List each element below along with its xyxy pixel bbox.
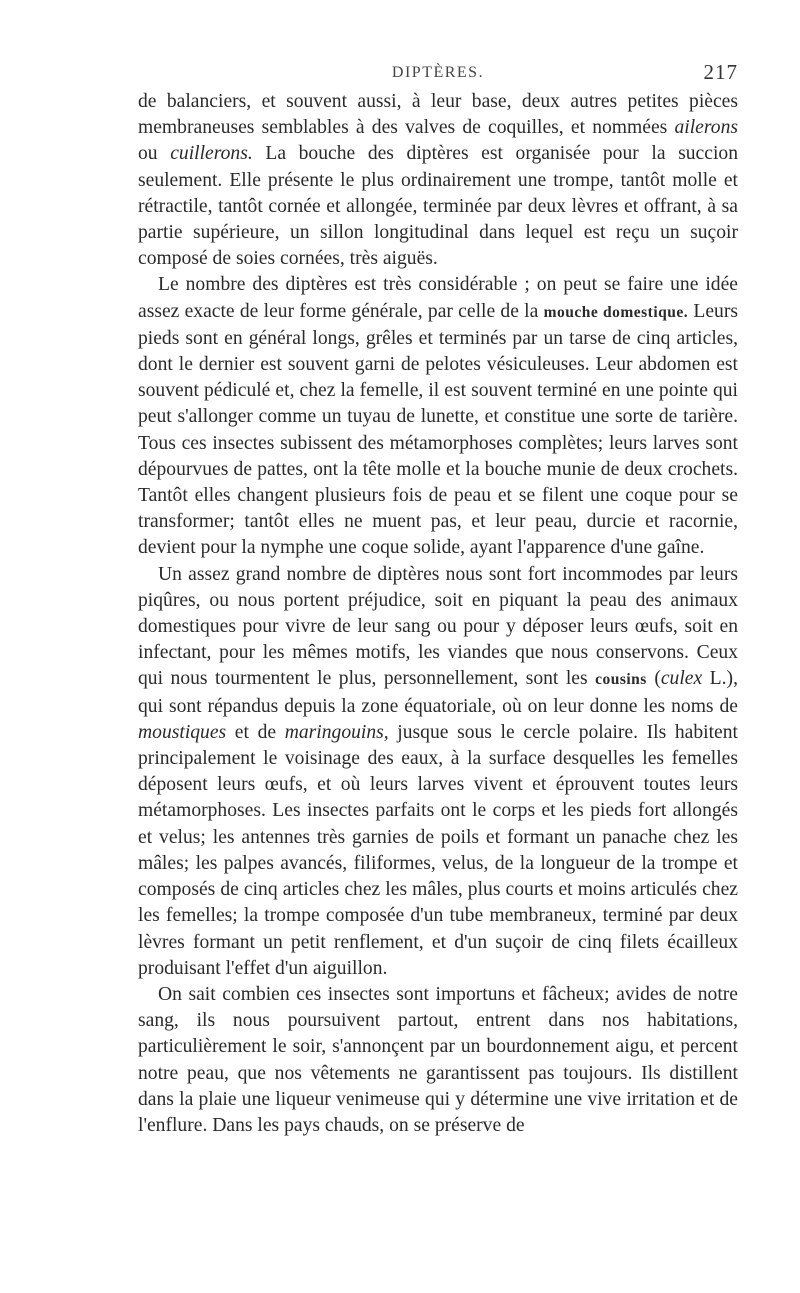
paragraph bbox=[138, 562, 738, 982]
italic-term: cuillerons. bbox=[170, 143, 253, 165]
italic-term: maringouins, bbox=[284, 721, 389, 743]
text-run: et de bbox=[226, 721, 285, 743]
text-run: jusque sous le cercle polaire. Ils habitent principalement le voisinage des eaux, à la surface desquelles les femelles déposent leurs œufs, et où leurs larves vivent et éprouvent toutes leurs métamorphoses. Les insectes parfaits ont le corps et les pieds fort allongés et velus; les antennes très garnies de poils et formant un panache chez les mâles; les palpes avancés, filiformes, velus, de la longueur de la trompe et composés de cinq articles chez les mâles, plus courts et moins articulés chez les femelles; la trompe composée d'un tube membraneux, terminé par deux lèvres formant un petit renflement, et d'un suçoir de cinq filets écailleux produisant l'effet d'un aiguillon. bbox=[138, 721, 738, 979]
text-run: La bouche des diptères est organisée pour la succion seulement. Elle présente le plus ordinairement une trompe, tantôt molle et rétractile, tantôt cornée et allongée, terminée par deux lèvres et offrant, à sa partie supérieure, un sillon longitudinal dans lequel est reçu un suçoir composé de soies cornées, très aiguës. bbox=[138, 143, 738, 270]
text-run: Leurs pieds sont en général longs, grêles et terminés par un tarse de cinq articles, dont le dernier est souvent garni de pelotes vésiculeuses. Leur abdomen est souvent pédiculé et, chez la femelle, il est souvent terminé en une pointe qui peut s'allonger comme un tuyau de lunette, et constitue une sorte de tarière. Tous ces insectes subissent des métamorphoses complètes; leurs larves sont dépourvues de pattes, ont la tête molle et la bouche munie de deux crochets. Tantôt elles changent plusieurs fois de peau et se filent une coque pour se transformer; tantôt elles ne muent pas, et leur peau, durcie et racornie, devient pour la nymphe une coque solide, ayant l'apparence d'une gaîne. bbox=[138, 300, 738, 559]
text-run: Un assez grand nombre de diptères nous sont fort incommodes par leurs piqûres, ou nous portent préjudice, soit en piquant la peau des animaux domestiques pour vivre de leur sang ou pour y déposer leurs œufs, soit en infectant, pour les mêmes motifs, les viandes que nous conservons. Ceux qui nous tourmentent le plus, personnellement, sont les bbox=[138, 563, 738, 690]
text-run: ( bbox=[646, 668, 661, 690]
bold-term: cousins bbox=[595, 671, 647, 689]
paragraph bbox=[138, 982, 738, 1139]
running-header bbox=[138, 60, 738, 88]
bold-term: mouche domestique. bbox=[543, 303, 689, 321]
italic-term: culex bbox=[660, 668, 703, 690]
italic-term: moustiques bbox=[138, 721, 227, 743]
page-number: 217 bbox=[703, 60, 738, 84]
text-run: On sait combien ces insectes sont importuns et fâcheux; avides de notre sang, ils nous poursuivent partout, entrent dans nos habitations, particulièrement le soir, s'annonçent par un bourdonnement aigu, et percent notre peau, que nos vêtements ne garantissent pas toujours. Ils distillent dans la plaie une liqueur venimeuse qui y détermine une vive irritation et de l'enflure. Dans les pays chauds, on se préserve de bbox=[138, 983, 738, 1136]
paragraph bbox=[138, 89, 738, 272]
body-text bbox=[138, 89, 738, 1139]
paragraph bbox=[138, 272, 738, 561]
text-run: L.), qui sont répandus depuis la zone équatoriale, où on leur donne les noms de bbox=[138, 668, 738, 717]
text-run: de balanciers, et souvent aussi, à leur base, deux autres petites pièces membraneuses semblables à des valves de coquilles, et nommées bbox=[138, 91, 738, 139]
italic-term: ailerons bbox=[674, 117, 738, 139]
text-run: Le nombre des diptères est très considérable ; on peut se faire une idée assez exacte de leur forme générale, par celle de la bbox=[138, 274, 738, 322]
text-run: ou bbox=[138, 143, 171, 165]
running-title: DIPTÈRES. bbox=[391, 64, 485, 81]
